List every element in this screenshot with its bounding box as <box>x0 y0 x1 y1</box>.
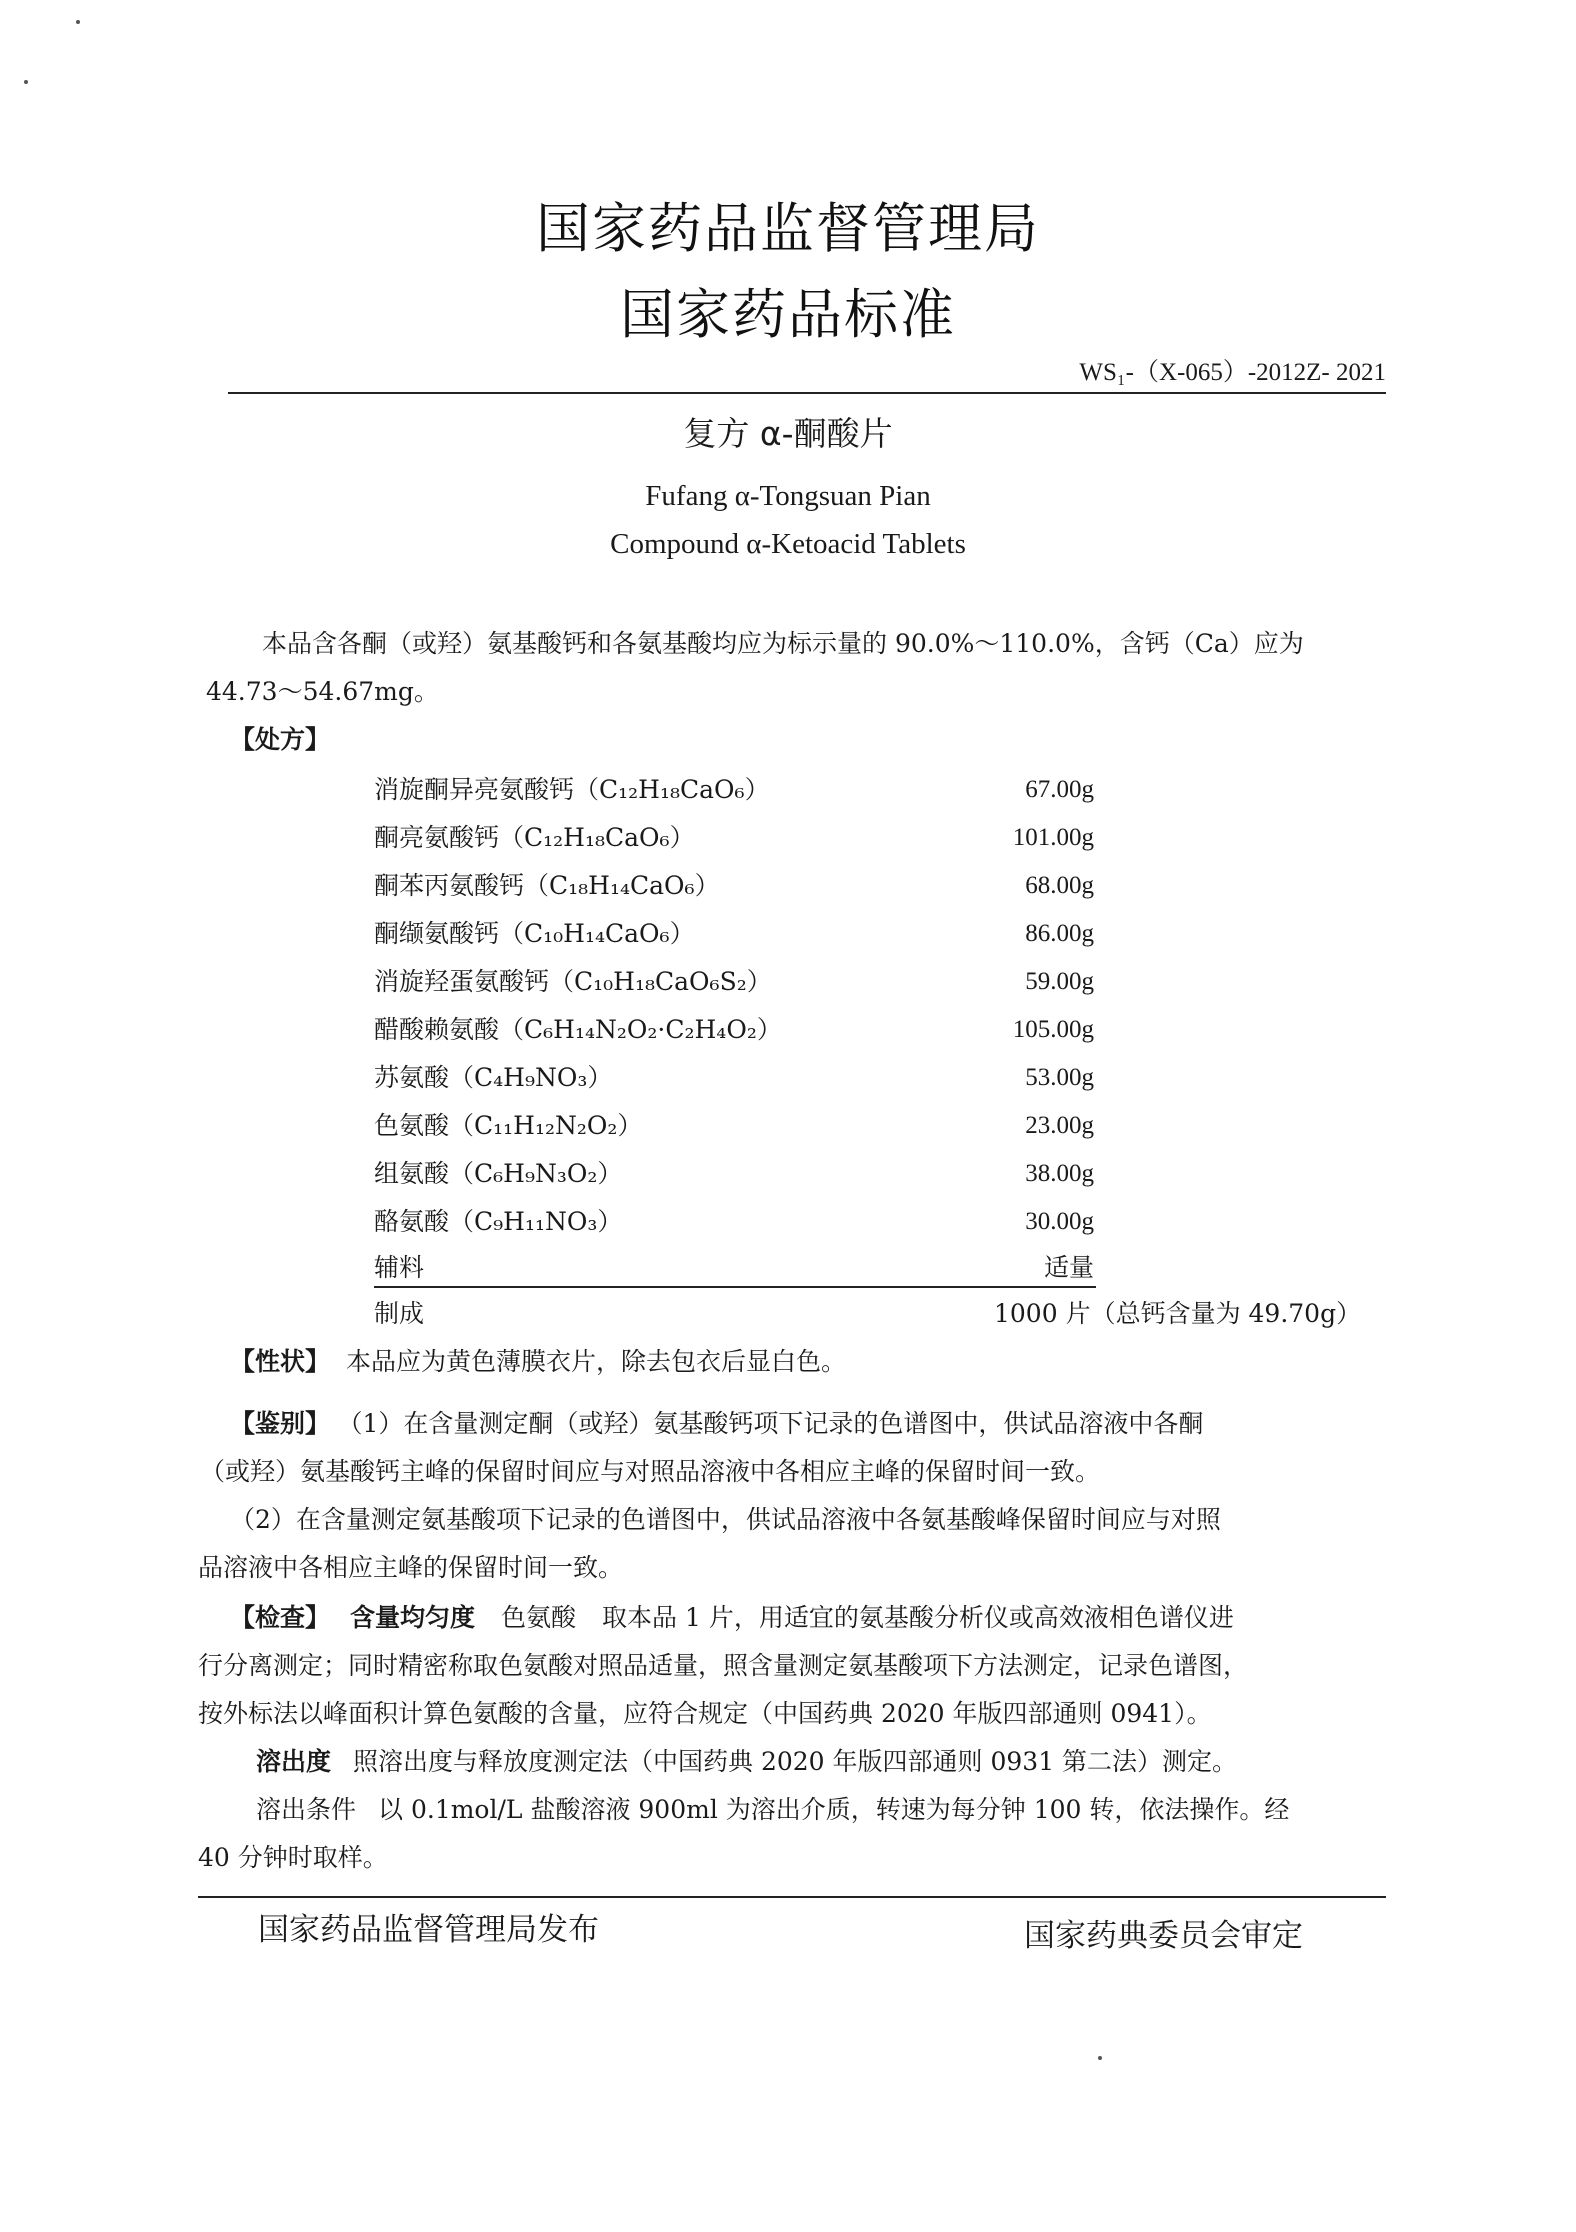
prescription-row <box>374 766 1094 814</box>
identification-line-1 <box>230 1400 1203 1448</box>
prescription-row <box>374 910 1094 958</box>
ingredient-amount: 53.00g <box>1025 1064 1094 1091</box>
ingredient-name: 醋酸赖氨酸（C₆H₁₄N₂O₂·C₂H₄O₂） <box>374 1015 782 1044</box>
ingredient-name: 色氨酸（C₁₁H₁₂N₂O₂） <box>374 1111 643 1140</box>
dissolution-line <box>256 1738 1237 1786</box>
standard-code: WS₁-（X-065）-2012Z- 2021 <box>1079 359 1386 386</box>
prescription-row <box>374 814 1094 862</box>
identification-line-2: （或羟）氨基酸钙主峰的保留时间应与对照品溶液中各相应主峰的保留时间一致。 <box>200 1457 1101 1486</box>
total-label: 制成 <box>374 1299 425 1328</box>
publisher: 国家药品监督管理局发布 <box>258 1912 599 1948</box>
ingredient-name: 辅料 <box>374 1253 425 1282</box>
conditions-line-2: 40 分钟时取样。 <box>198 1843 388 1872</box>
prescription-row <box>374 1006 1094 1054</box>
intro-line-2: 44.73～54.67mg。 <box>206 677 439 706</box>
prescription-row <box>374 1102 1094 1150</box>
prescription-row <box>374 862 1094 910</box>
agency-title: 国家药品监督管理局 <box>536 197 1040 260</box>
ingredient-amount: 38.00g <box>1025 1160 1094 1187</box>
examination-line-2: 行分离测定；同时精密称取色氨酸对照品适量，照含量测定氨基酸项下方法测定，记录色谱图， <box>198 1651 1249 1680</box>
scan-speck <box>1098 2056 1102 2060</box>
ingredient-name: 苏氨酸（C₄H₉NO₃） <box>374 1063 613 1092</box>
intro-line-1: 本品含各酮（或羟）氨基酸钙和各氨基酸均应为标示量的 90.0%～110.0%，含钙（Ca）应为 <box>262 629 1304 658</box>
ingredient-amount: 30.00g <box>1025 1208 1094 1235</box>
ingredient-amount: 101.00g <box>1012 824 1094 851</box>
ingredient-amount: 适量 <box>1043 1253 1094 1282</box>
conditions-text: 以 0.1mol/L 盐酸溶液 900ml 为溶出介质，转速为每分钟 100 转，依法操作。经 <box>378 1795 1290 1824</box>
uniformity-label: 含量均匀度 <box>350 1603 476 1632</box>
ingredient-name: 组氨酸（C₆H₉N₃O₂） <box>374 1159 623 1188</box>
description-heading: 【性状】 <box>230 1347 331 1376</box>
prescription-row <box>374 1198 1094 1246</box>
prescription-heading: 【处方】 <box>230 725 331 754</box>
prescription-row <box>374 1054 1094 1102</box>
ingredient-amount: 68.00g <box>1025 872 1094 899</box>
identification-line-3: （2）在含量测定氨基酸项下记录的色谱图中，供试品溶液中各氨基酸峰保留时间应与对照 <box>230 1505 1221 1534</box>
ingredient-name: 酪氨酸（C₉H₁₁NO₃） <box>374 1207 623 1236</box>
dissolution-text: 照溶出度与释放度测定法（中国药典 2020 年版四部通则 0931 第二法）测定。 <box>353 1747 1238 1776</box>
conditions-label: 溶出条件 <box>256 1795 357 1824</box>
drug-name-cn: 复方 α-酮酸片 <box>683 414 893 453</box>
reviewer: 国家药典委员会审定 <box>1024 1918 1303 1954</box>
ingredient-amount: 23.00g <box>1025 1112 1094 1139</box>
identification-line-4: 品溶液中各相应主峰的保留时间一致。 <box>198 1553 624 1582</box>
examination-line-3: 按外标法以峰面积计算色氨酸的含量，应符合规定（中国药典 2020 年版四部通则 0941）。 <box>198 1699 1212 1728</box>
conditions-line-1 <box>256 1786 1289 1834</box>
ingredient-name: 消旋酮异亮氨酸钙（C₁₂H₁₈CaO₆） <box>374 775 770 804</box>
ingredient-name: 酮亮氨酸钙（C₁₂H₁₈CaO₆） <box>374 823 695 852</box>
prescription-total-row <box>374 1290 1374 1338</box>
ingredient-name: 消旋羟蛋氨酸钙（C₁₀H₁₈CaO₆S₂） <box>374 967 772 996</box>
header-divider <box>228 392 1386 394</box>
scan-speck <box>24 80 28 84</box>
prescription-row <box>374 958 1094 1006</box>
identification-text: （1）在含量测定酮（或羟）氨基酸钙项下记录的色谱图中，供试品溶液中各酮 <box>350 1409 1204 1438</box>
drug-name-pinyin: Fufang α-Tongsuan Pian <box>645 480 931 512</box>
ingredient-amount: 59.00g <box>1025 968 1094 995</box>
footer-divider <box>198 1896 1386 1898</box>
scan-speck <box>76 20 80 24</box>
total-value: 1000 片（总钙含量为 49.70g） <box>994 1299 1362 1328</box>
description-paragraph <box>230 1338 846 1386</box>
ingredient-amount: 105.00g <box>1012 1016 1094 1043</box>
ingredient-amount: 86.00g <box>1025 920 1094 947</box>
description-text: 本品应为黄色薄膜衣片，除去包衣后显白色。 <box>346 1347 847 1376</box>
tryptophan-label: 色氨酸 <box>501 1603 577 1632</box>
prescription-row <box>374 1244 1094 1292</box>
ingredient-name: 酮苯丙氨酸钙（C₁₈H₁₄CaO₆） <box>374 871 720 900</box>
prescription-total-divider <box>374 1286 1096 1288</box>
dissolution-label: 溶出度 <box>256 1747 332 1776</box>
ingredient-name: 酮缬氨酸钙（C₁₀H₁₄CaO₆） <box>374 919 695 948</box>
prescription-row <box>374 1150 1094 1198</box>
ingredient-amount: 67.00g <box>1025 776 1094 803</box>
examination-text: 取本品 1 片，用适宜的氨基酸分析仪或高效液相色谱仪进 <box>602 1603 1234 1632</box>
standard-title: 国家药品标准 <box>620 283 956 346</box>
drug-name-en: Compound α-Ketoacid Tablets <box>610 528 966 560</box>
identification-heading: 【鉴别】 <box>230 1409 331 1438</box>
examination-heading: 【检查】 <box>230 1603 331 1632</box>
examination-line-1 <box>230 1594 1234 1642</box>
